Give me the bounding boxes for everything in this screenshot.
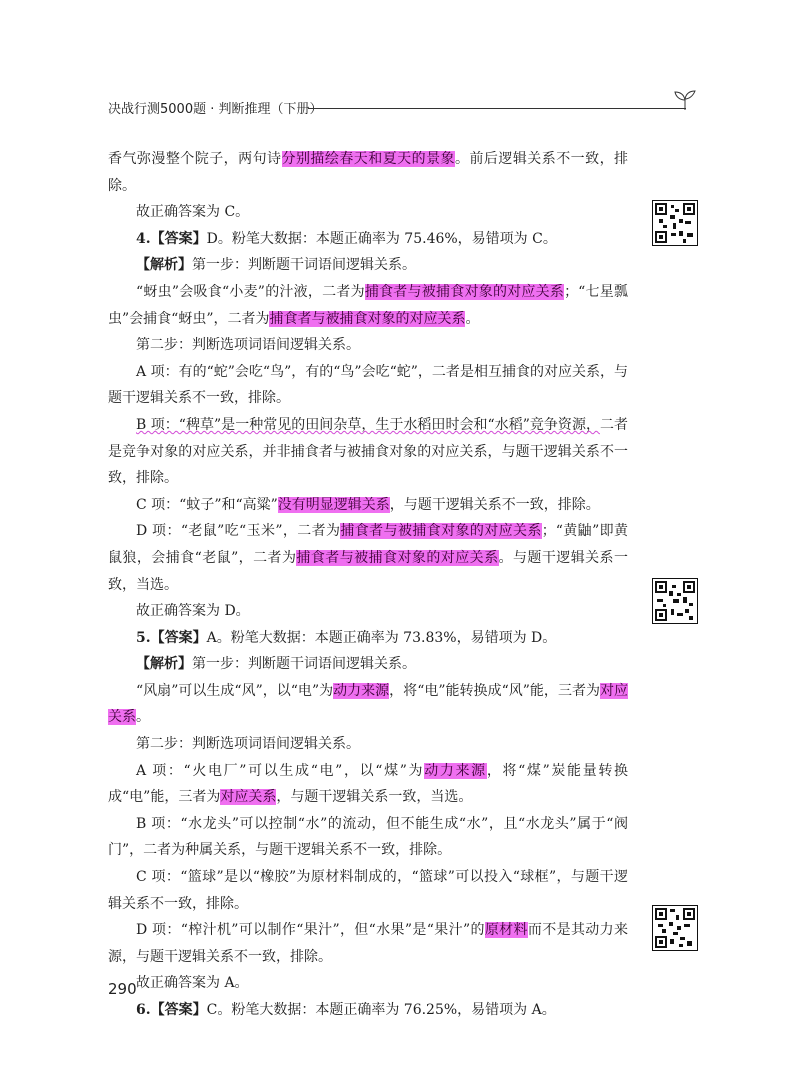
q4-step2: 第二步：判断选项词语间逻辑关系。 [136,337,360,354]
q4-option-d: D 项：“老鼠”吃“玉米”，二者为捕食者与被捕食对象的对应关系；“黄鼬”即黄鼠狼，会捕食“老鼠”，二者为捕食者与被捕食对象的对应关系。与题干逻辑关系一致，当选。 [108,523,628,593]
answer-line: 故正确答案为 C。 [136,204,250,221]
page-header [108,96,698,120]
q5-step2: 第二步：判断选项词语间逻辑关系。 [136,736,360,753]
q5-answer: 5.【答案】A。粉笔大数据：本题正确率为 73.83%，易错项为 D。 [136,629,557,646]
highlight: 捕食者与被捕食对象的对应关系 [296,549,499,566]
q4-explanation: 【解析】第一步：判断题干词语间逻辑关系。 [136,257,416,274]
header-divider [308,108,686,109]
q4-analysis: “蚜虫”会吸食“小麦”的汁液，二者为捕食者与被捕食对象的对应关系；“七星瓢虫”会捕食“蚜虫”，二者为捕食者与被捕食对象的对应关系。 [108,283,628,327]
highlight: 捕食者与被捕食对象的对应关系 [340,523,542,540]
q4-answer: 4.【答案】D。粉笔大数据：本题正确率为 75.46%，易错项为 C。 [136,230,557,247]
q4-final: 故正确答案为 D。 [136,603,250,620]
underline: B 项：“稗草”是一种常见的田间杂草，生于水稻田时会和“水稻”竞争资源， [136,416,600,433]
page-body [108,146,628,1024]
q5-explanation: 【解析】第一步：判断题干词语间逻辑关系。 [136,656,416,673]
highlight: 捕食者与被捕食对象的对应关系 [269,310,466,327]
highlight: 对应关系 [220,789,277,806]
q4-option-b: B 项：“稗草”是一种常见的田间杂草，生于水稻田时会和“水稻”竞争资源，二者是竞争对象的对应关系，并非捕食者与被捕食对象的对应关系，与题干逻辑关系不一致，排除。 [108,416,629,487]
q6-answer: 6.【答案】C。粉笔大数据：本题正确率为 76.25%，易错项为 A。 [136,1002,556,1018]
highlight: 对应关系 [108,682,628,726]
q5-option-b: B 项：“水龙头”可以控制“水”的流动，但不能生成“水”，且“水龙头”属于“阀门”，二者为种属关系，与题干逻辑关系不一致，排除。 [108,815,628,859]
q5-option-a: A 项：“火电厂”可以生成“电”，以“煤”为动力来源，将“煤”炭能量转换成“电”能，三者为对应关系，与题干逻辑关系一致，当选。 [108,762,628,806]
highlight: 动力来源 [424,762,487,779]
text-line: 香气弥漫整个院子，两句诗分别描绘春天和夏天的景象。前后逻辑关系不一致，排除。 [108,151,629,194]
highlight: 没有明显逻辑关系 [277,496,390,513]
highlight: 捕食者与被捕食对象的对应关系 [364,283,565,300]
qr-code-icon[interactable] [652,578,698,624]
highlight: 动力来源 [333,682,390,699]
highlight: 原材料 [484,922,528,939]
q4-option-a: A 项：有的“蛇”会吃“鸟”，有的“鸟”会吃“蛇”，二者是相互捕食的对应关系，与题干逻辑关系不一致，排除。 [108,363,628,407]
highlight: 分别描绘春天和夏天的景象 [281,151,455,167]
sprout-icon [672,90,698,112]
header-title: 决战行测5000题 · 判断推理（下册） [108,102,323,117]
q5-final: 故正确答案为 A。 [136,975,249,992]
q5-option-d: D 项：“榨汁机”可以制作“果汁”，但“水果”是“果汁”的原材料而不是其动力来源，与题干逻辑关系不一致，排除。 [108,922,629,965]
q5-analysis: “风扇”可以生成“风”，以“电”为动力来源，将“电”能转换成“风”能，三者为对应关系。 [108,682,628,726]
q4-option-c: C 项：“蚊子”和“高粱”没有明显逻辑关系，与题干逻辑关系不一致，排除。 [136,496,600,513]
q5-option-c: C 项：“篮球”是以“橡胶”为原材料制成的，“篮球”可以投入“球框”，与题干逻辑关系不一致，排除。 [108,869,628,912]
qr-code-icon[interactable] [652,200,698,246]
page-number: 290 [108,980,137,998]
qr-code-icon[interactable] [652,905,698,951]
